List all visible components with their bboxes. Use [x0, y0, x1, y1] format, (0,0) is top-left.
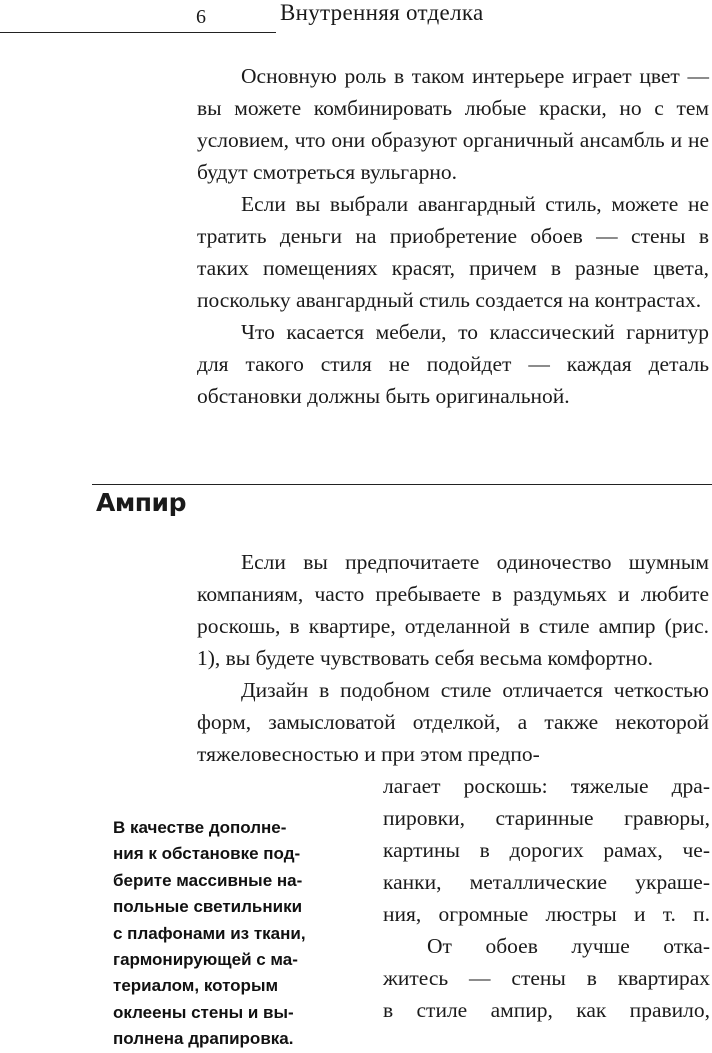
paragraph: Если вы выбрали авангардный стиль, можете не тратить деньги на приобретение обоев — стены в таких помещениях красят, причем в разные цвета, поскольку авангардный стиль создается на контрастах. — [197, 192, 709, 312]
sidebar-line: оклеены стены и вы- — [113, 1002, 294, 1022]
text-line: лагает роскошь: тяжелые дра- — [383, 774, 710, 798]
paragraph: Если вы предпочитаете одиночество шумным компаниям, часто пребываете в раздумьях и любите роскошь, в квартире, отделанной в стиле ампир (рис. 1), вы будете чувствовать себя весьма комфортно. — [197, 550, 709, 670]
text-line: пировки, старинные гравюры, — [383, 806, 710, 830]
sidebar-line: берите массивные на- — [113, 870, 303, 890]
header-rule — [0, 32, 276, 33]
sidebar-line: с плафонами из ткани, — [113, 923, 306, 943]
sidebar-line: ния к обстановке под- — [113, 844, 301, 864]
section-1-body — [197, 60, 709, 412]
text-line: житесь — стены в квартирах — [383, 966, 710, 990]
text-line: картины в дорогих рамах, че- — [383, 838, 710, 862]
section-2-body — [197, 546, 709, 770]
paragraph: Основную роль в таком интерьере играет цвет — вы можете комбинировать любые краски, но с тем условием, что они образуют органичный ансамбль и не будут смотреться вульгарно. — [197, 64, 709, 184]
text-line: в стиле ампир, как правило, — [383, 998, 710, 1022]
section-2-narrow-column — [383, 770, 710, 1026]
sidebar-line: териалом, которым — [113, 976, 279, 996]
sidebar-line: В качестве дополне- — [113, 818, 287, 837]
section-divider — [92, 484, 712, 485]
sidebar-line: полнена драпировка. — [113, 1029, 294, 1049]
sidebar-line: гармонирующей с ма- — [113, 950, 298, 970]
sidebar-tip — [113, 815, 345, 1053]
paragraph: Дизайн в подобном стиле отличается четкостью форм, замысловатой отделкой, а также некоторой тяжеловесностью и при этом предпо- — [197, 678, 709, 766]
text-line: ния, огромные люстры и т. п. — [383, 902, 710, 926]
sidebar-line: польные светильники — [113, 897, 303, 917]
text-line: От обоев лучше отка- — [427, 934, 710, 958]
paragraph: Что касается мебели, то классический гарнитур для такого стиля не подойдет — каждая деталь обстановки должны быть оригинальной. — [197, 320, 709, 408]
text-line: канки, металлические украше- — [383, 870, 710, 894]
section-title: Ампир — [96, 488, 186, 517]
page-number: 6 — [196, 6, 206, 28]
running-title: Внутренняя отделка — [280, 0, 484, 25]
